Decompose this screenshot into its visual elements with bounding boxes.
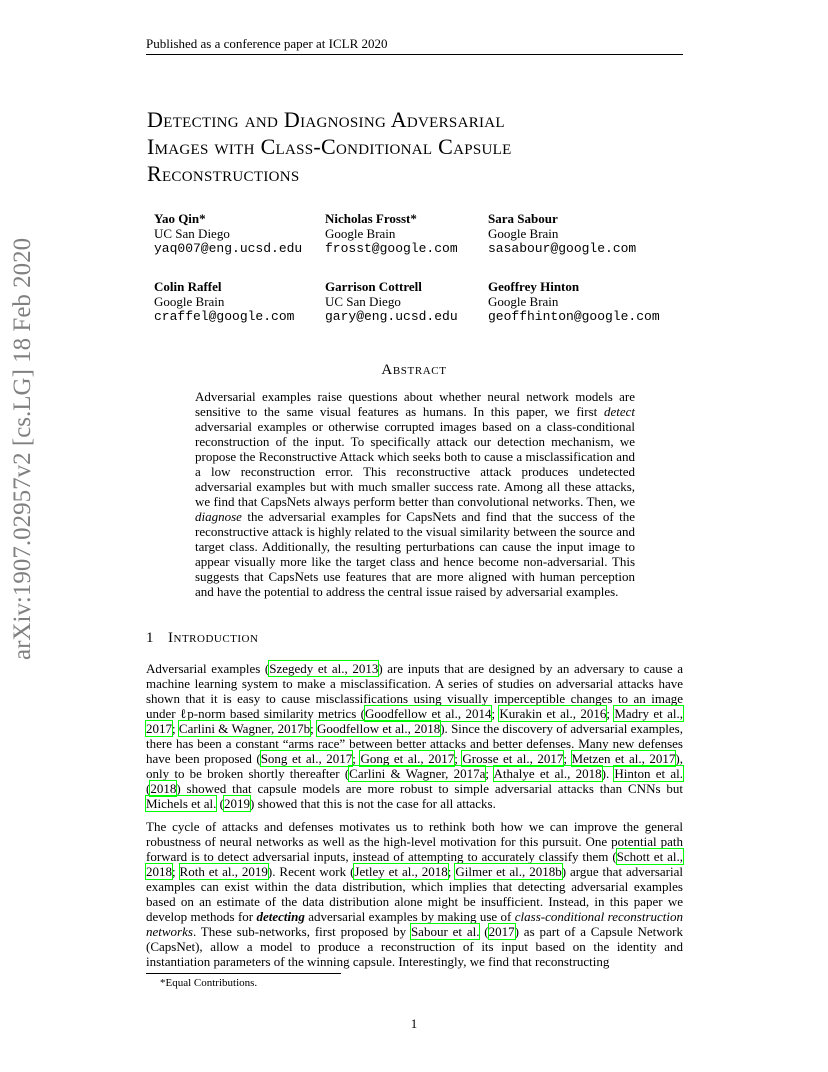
abstract-body — [195, 389, 635, 599]
footnote: *Equal Contributions. — [160, 977, 258, 989]
citation-link[interactable]: Metzen et al., 2017 — [571, 751, 676, 766]
citation-link[interactable]: 2017 — [488, 924, 515, 939]
body-text: Adversarial examples ( — [146, 661, 270, 676]
citation-link[interactable]: Carlini & Wagner, 2017a — [349, 766, 486, 781]
body-text: adversarial examples by making use of — [304, 909, 515, 924]
paper-title — [147, 106, 687, 187]
body-text: ; — [447, 864, 456, 879]
body-text: ). Since the discovery of adversarial examples, there has been a constant “arms race” between better attacks and better defenses. Many new defenses have been proposed ( — [146, 721, 683, 766]
author-block — [325, 211, 458, 256]
body-text: ) showed that this is not the case for all attacks. — [250, 796, 496, 811]
author-block — [154, 211, 302, 256]
citation-link[interactable]: Hinton et al. — [614, 766, 683, 781]
body-text: ; — [563, 751, 572, 766]
body-text: The cycle of attacks and defenses motivates us to rethink both how we can improve the general robustness of neural networks as well as the high-level motivation for this pursuit. One potential path forward is to detect adversarial inputs, instead of attempting to accurately classify them ( — [146, 819, 683, 864]
abstract-heading: Abstract — [381, 362, 447, 378]
footnote-rule — [146, 973, 341, 974]
author-email: sasabour@google.com — [488, 241, 637, 256]
body-text: ; — [352, 751, 361, 766]
citation-link[interactable]: Schott et al., 2018 — [146, 849, 683, 879]
author-affiliation: Google Brain — [154, 294, 225, 309]
author-name: Geoffrey Hinton — [488, 279, 580, 294]
citation-link[interactable]: Gilmer et al., 2018b — [455, 864, 562, 879]
body-text: ; — [606, 706, 615, 721]
abstract-emphasis: detect — [603, 404, 635, 419]
body-text: ; — [310, 721, 317, 736]
body-text: ( — [146, 781, 151, 796]
body-text: . These sub-networks, first proposed by — [192, 924, 411, 939]
citation-link[interactable]: Michels et al. — [146, 796, 217, 811]
citation-link[interactable]: Madry et al., 2017 — [146, 706, 683, 736]
author-name: Garrison Cottrell — [325, 279, 422, 294]
section-number: 1 — [146, 630, 154, 646]
citation-link[interactable]: 2019 — [224, 796, 250, 811]
citation-link[interactable]: Goodfellow et al., 2018 — [316, 721, 441, 736]
body-text: ). — [601, 766, 615, 781]
body-text: ). Recent work ( — [267, 864, 355, 879]
body-text: ) as part of a Capsule Network (CapsNet), allow a model to produce a reconstruction of its input based on the identity and instantiation parameters of the winning capsule. Interestingly, we find that reconstructing — [146, 924, 684, 969]
author-affiliation: Google Brain — [488, 226, 559, 241]
author-email: frosst@google.com — [325, 241, 458, 256]
author-affiliation: UC San Diego — [325, 294, 401, 309]
body-text: ; — [172, 721, 179, 736]
author-block — [488, 211, 636, 256]
body-text: ; — [491, 706, 500, 721]
abstract-text: the adversarial examples for CapsNets and find that the success of the reconstructive attack is highly related to the visual similarity between the source and target class. Additionally, the resulting perturbations can cause the input image to appear visually more like the target class and hence become non-adversarial. This suggests that CapsNets use features that are more aligned with human perception and have the potential to address the central issue raised by adversarial examples. — [195, 509, 635, 599]
section-heading — [146, 630, 258, 647]
title-line: Reconstructions — [147, 161, 300, 186]
title-line: Images with Class-Conditional Capsule — [147, 134, 512, 159]
author-affiliation: UC San Diego — [154, 226, 230, 241]
abstract-text: adversarial examples or otherwise corrupted images based on a class-conditional reconstruction of the input. To specifically attack our detection mechanism, we propose the Reconstructive Attack which seeks both to cause a misclassification and a low reconstruction error. This reconstructive attack produces undetected adversarial examples but with much smaller success rate. Among all these attacks, we find that CapsNets always perform better than convolutional networks. Then, we — [195, 419, 635, 509]
section-title: Introduction — [168, 630, 259, 646]
bold-emphasis: detecting — [256, 909, 305, 924]
author-email: yaq007@eng.ucsd.edu — [154, 241, 303, 256]
body-text: ; — [172, 864, 180, 879]
body-text: ) showed that capsule models are more robust to simple adversarial attacks than CNNs but — [176, 781, 683, 796]
author-block — [325, 279, 458, 324]
citation-link[interactable]: Sabour et al. — [410, 924, 480, 939]
author-email: geoffhinton@google.com — [488, 309, 660, 324]
page-number: 1 — [410, 1016, 418, 1031]
intro-paragraph-2 — [146, 819, 683, 969]
author-email: craffel@google.com — [154, 309, 295, 324]
abstract-text: Adversarial examples raise questions about whether neural network models are sensitive to the same visual features as humans. In this paper, we first — [195, 389, 635, 419]
body-text: ; — [485, 766, 494, 781]
body-text: ( — [216, 796, 224, 811]
citation-link[interactable]: Jetley et al., 2018 — [354, 864, 448, 879]
citation-link[interactable]: Goodfellow et al., 2014 — [365, 706, 492, 721]
citation-link[interactable]: Gong et al., 2017 — [360, 751, 455, 766]
body-text: ) argue that adversarial examples can exist within the data distribution, which implies that detecting adversarial examples based on an estimate of the data distribution alone might be insufficient. Instead, in this paper we develop methods for — [146, 864, 684, 924]
citation-link[interactable]: Szegedy et al., 2013 — [269, 661, 379, 676]
citation-link[interactable]: 2018 — [150, 781, 177, 796]
body-text: ( — [479, 924, 489, 939]
citation-link[interactable]: Athalye et al., 2018 — [493, 766, 602, 781]
author-name: Colin Raffel — [154, 279, 222, 294]
abstract-emphasis: diagnose — [195, 509, 242, 524]
citation-link[interactable]: Song et al., 2017 — [260, 751, 353, 766]
body-text: ; — [454, 751, 463, 766]
author-email: gary@eng.ucsd.edu — [325, 309, 458, 324]
italic-emphasis: class-conditional reconstruction networks — [146, 909, 684, 939]
title-line: Detecting and Diagnosing Adversarial — [147, 107, 505, 132]
author-affiliation: Google Brain — [488, 294, 559, 309]
author-block — [488, 279, 660, 324]
author-name: Yao Qin* — [154, 211, 206, 226]
running-head: Published as a conference paper at ICLR 2020 — [146, 36, 683, 55]
body-text: ), only to be broken shortly thereafter ( — [146, 751, 683, 781]
citation-link[interactable]: Kurakin et al., 2016 — [499, 706, 607, 721]
author-name: Sara Sabour — [488, 211, 558, 226]
author-affiliation: Google Brain — [325, 226, 396, 241]
body-text: ) are inputs that are designed by an adversary to cause a machine learning system to make a misclassification. A series of studies on adversarial attacks have shown that it is easy to cause misclassifications using visually imperceptible changes to an image under ℓp-norm based similarity metrics ( — [146, 661, 684, 721]
citation-link[interactable]: Carlini & Wagner, 2017b — [178, 721, 311, 736]
citation-link[interactable]: Roth et al., 2019 — [179, 864, 268, 879]
intro-paragraph-1 — [146, 661, 683, 811]
author-name: Nicholas Frosst* — [325, 211, 417, 226]
arxiv-stamp: arXiv:1907.02957v2 [cs.LG] 18 Feb 2020 — [9, 237, 36, 660]
author-block — [154, 279, 294, 324]
citation-link[interactable]: Grosse et al., 2017 — [462, 751, 564, 766]
